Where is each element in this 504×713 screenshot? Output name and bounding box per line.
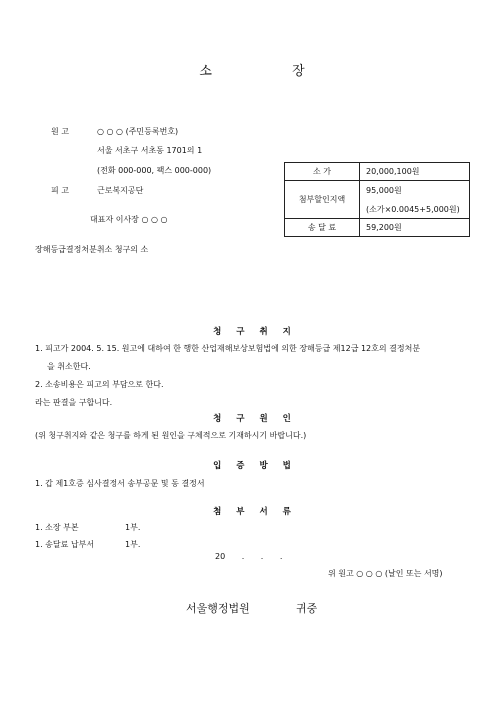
fee-label: 송 달 료 [285, 219, 360, 237]
evidence-line1: 1. 갑 제1호증 심사결정서 송부공문 및 동 결정서 [35, 479, 205, 488]
fee-formula: (소가×0.0045+5,000원) [366, 204, 460, 214]
fee-row [285, 163, 470, 181]
filing-date: 20 . . . [215, 552, 283, 561]
court-name: 서울행정법원 [186, 602, 250, 615]
attachment-item2-qty: 1부. [125, 540, 141, 549]
plaintiff-label: 원 고 [51, 127, 69, 136]
document-title: 소 장 [199, 64, 343, 79]
attachment-item1: 1. 소장 부본 [35, 523, 79, 532]
claim-line1b: 을 취소한다. [47, 362, 91, 371]
attachment-item1-qty: 1부. [125, 523, 141, 532]
plaintiff-contact: (전화 000-000, 팩스 000-000) [97, 166, 212, 175]
claim-heading: 청 구 취 지 [213, 327, 297, 337]
fee-row [285, 219, 470, 237]
case-name: 장해등급결정처분취소 청구의 소 [35, 245, 149, 254]
attachments-heading: 첨 부 서 류 [213, 507, 297, 517]
fee-value: 95,000원 [366, 185, 402, 195]
signature-line: 위 원고 ○ ○ ○ (날인 또는 서명) [328, 569, 443, 578]
attachment-item2: 1. 송달료 납부서 [35, 540, 95, 549]
fee-row [285, 181, 470, 219]
claim-line3: 라는 판결을 구합니다. [35, 398, 113, 407]
plaintiff-address: 서울 서초구 서초동 1701의 1 [97, 146, 203, 155]
defendant-name: 근로복지공단 [97, 186, 144, 195]
fee-value: 20,000,100원 [360, 163, 470, 181]
claim-line2: 2. 소송비용은 피고의 부담으로 한다. [35, 380, 164, 389]
claim-line1: 1. 피고가 2004. 5. 15. 원고에 대하여 한 행한 산업재해보상보험법에 의한 장해등급 제12급 12호의 결정처분 [35, 344, 421, 353]
defendant-representative: 대표자 이사장 ○ ○ ○ [90, 215, 168, 224]
fee-label: 첨부할인지액 [285, 181, 360, 219]
fee-label: 소 가 [285, 163, 360, 181]
cause-heading: 청 구 원 인 [213, 414, 297, 424]
plaintiff-name: ○ ○ ○ (주민등록번호) [97, 127, 179, 136]
fee-value: 59,200원 [360, 219, 470, 237]
fee-value-cell [360, 181, 470, 219]
court-suffix: 귀중 [296, 602, 318, 615]
cause-line1: (위 청구취지와 같은 청구를 하게 된 원인을 구체적으로 기재하시기 바랍니다.) [35, 431, 307, 440]
defendant-label: 피 고 [51, 186, 69, 195]
evidence-heading: 입 증 방 법 [213, 461, 297, 471]
fee-table [284, 162, 470, 237]
